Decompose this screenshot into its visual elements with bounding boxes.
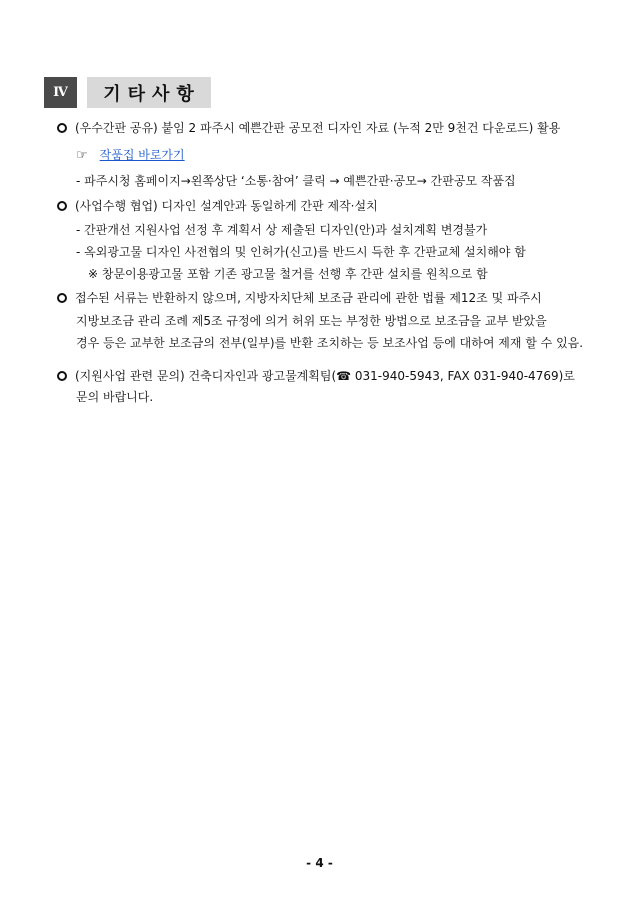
section-title: 기타사항 [87, 77, 211, 108]
section-number-box: Ⅳ [44, 77, 77, 108]
item-1-link-row [76, 147, 185, 164]
item-3-line-3: 경우 등은 교부한 보조금의 전부(일부)를 반환 조치하는 등 보조사업 등에 대하여 제재 할 수 있음. [76, 336, 584, 350]
pointing-hand-icon: ☞ [76, 148, 88, 163]
circle-bullet-icon [57, 123, 67, 133]
item-4 [57, 368, 575, 384]
item-1-sub-1: - 파주시청 홈페이지→왼쪽상단 ‘소통·참여’ 클릭 → 예쁜간판·공모→ 간판공모 작품집 [76, 174, 516, 188]
item-4-line-2: 문의 바랍니다. [76, 390, 154, 404]
circle-bullet-icon [57, 293, 67, 303]
item-4-line-1: (지원사업 관련 문의) 건축디자인과 광고물계획팀(☎ 031-940-5943, FAX 031-940-4769)로 [75, 369, 575, 383]
item-2-text: (사업수행 협업) 디자인 설계안과 동일하게 간판 제작·설치 [75, 199, 378, 213]
item-3-line-2: 지방보조금 관리 조례 제5조 규정에 의거 허위 또는 부정한 방법으로 보조금을 교부 받았을 [76, 314, 547, 328]
item-2-note: ※ 창문이용광고물 포함 기존 광고물 철거를 선행 후 간판 설치를 원칙으로 함 [88, 267, 488, 281]
item-1-text: (우수간판 공유) 붙임 2 파주시 예쁜간판 공모전 디자인 자료 (누적 2만 9천건 다운로드) 활용 [75, 121, 561, 135]
item-3-line-1: 접수된 서류는 반환하지 않으며, 지방자치단체 보조금 관리에 관한 법률 제12조 및 파주시 [75, 291, 542, 305]
portfolio-link[interactable]: 작품집 바로가기 [99, 148, 185, 162]
circle-bullet-icon [57, 371, 67, 381]
item-1 [57, 120, 560, 136]
item-2-sub-2: - 옥외광고물 디자인 사전협의 및 인허가(신고)를 반드시 득한 후 간판교체 설치해야 함 [76, 245, 526, 259]
circle-bullet-icon [57, 201, 67, 211]
page-number: - 4 - [306, 856, 333, 870]
item-2 [57, 198, 378, 214]
section-header [44, 77, 211, 108]
item-3 [57, 290, 542, 306]
item-2-sub-1: - 간판개선 지원사업 선정 후 계획서 상 제출된 디자인(안)과 설치계획 변경불가 [76, 223, 488, 237]
section-header-gap [77, 77, 87, 108]
